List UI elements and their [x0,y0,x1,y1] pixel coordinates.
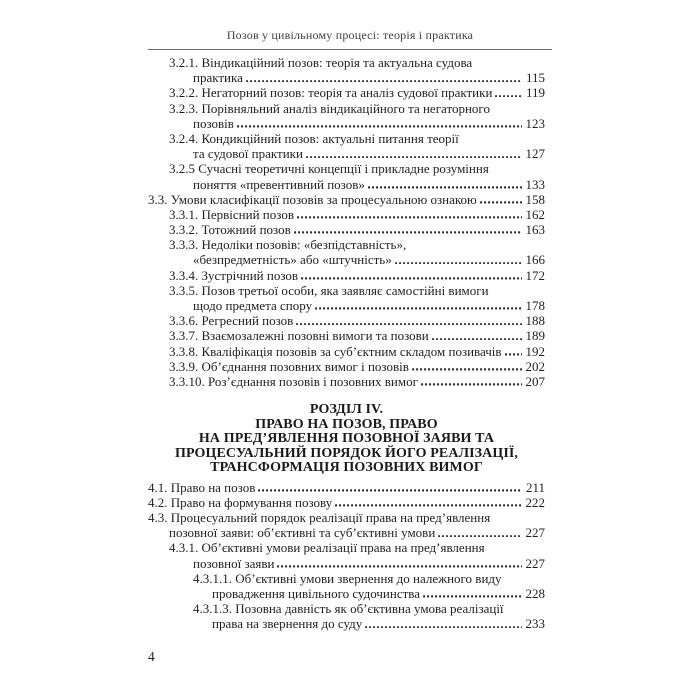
dot-leader [368,186,522,189]
running-header: Позов у цивільному процесі: теорія і практика [226,28,474,42]
toc-entry-text: провадження цивільного судочинства [212,585,421,601]
toc-page-number: 227 [525,525,545,541]
toc-line [148,359,545,374]
toc-line [148,313,545,328]
toc-entry-text: 3.3.4. Зустрічний позов [169,267,299,283]
toc-line [148,586,545,601]
toc-line [148,344,545,359]
toc-line [148,328,545,343]
chapter-heading [148,403,545,476]
toc-entry-text: 4.3. Процесуальний порядок реалізації права на пред’явлення [148,510,491,525]
toc-line [148,540,545,555]
dot-leader [335,504,521,507]
toc-line [148,55,545,70]
toc-entry-text: 3.3.6. Регресний позов [169,313,294,329]
dot-leader [412,368,522,371]
toc-line [148,283,545,298]
toc-line [148,177,545,192]
toc-entry-text: 3.3.7. Взаємозалежні позовні вимоги та позови [169,328,429,344]
toc-page-number: 222 [525,494,545,510]
dot-leader [505,353,522,356]
toc-line [148,146,545,161]
dot-leader [432,338,522,341]
toc-line [148,556,545,571]
toc-page-number: 127 [525,146,545,162]
chapter-heading-line: НА ПРЕД’ЯВЛЕННЯ ПОЗОВНОЇ ЗАЯВИ ТА [198,431,495,447]
toc-section-3 [148,55,545,389]
dot-leader [480,201,522,204]
toc-line [148,222,545,237]
toc-line [148,131,545,146]
toc-page-number: 162 [525,206,545,222]
toc-entry-text: поняття «превентивний позов» [193,176,365,192]
toc-entry-text: 3.2.3. Порівняльний аналіз віндикаційного та негаторного [169,100,490,116]
toc-line [148,601,545,616]
toc-line [148,495,545,510]
toc-entry-text: 3.2.2. Негаторний позов: теорія та аналіз судової практики [169,85,493,101]
toc-line [148,480,545,495]
toc-entry-text: 3.3.5. Позов третьої особи, яка заявляє самостійні вимоги [169,282,489,298]
toc-entry-text: 4.2. Право на формування позову [148,494,333,510]
toc-line [148,85,545,100]
header-rule [148,49,552,50]
toc-entry-text: позовів [193,115,234,131]
toc-page-number: 227 [525,555,545,571]
dot-leader [495,95,522,98]
dot-leader [315,307,521,310]
toc-page-number: 166 [525,252,545,268]
toc-entry-text: та судової практики [193,146,303,162]
toc-line [148,298,545,313]
toc-page-number: 133 [525,176,545,192]
dot-leader [423,595,521,598]
toc-page-number: 202 [525,358,545,374]
toc-page-number: 188 [525,313,545,329]
toc-line [148,571,545,586]
dot-leader [237,125,522,128]
toc-entry-text: 3.2.5 Сучасні теоретичні концепції і прикладне розуміння [169,161,489,177]
dot-leader [301,277,521,280]
toc-page-number: 211 [525,479,545,495]
toc-page-number: 178 [525,298,545,313]
toc-entry-text: 3.3. Умови класифікації позовів за процесуальною ознакою [148,191,477,207]
dot-leader [395,262,522,265]
chapter-heading-line: ПРОЦЕСУАЛЬНИЙ ПОРЯДОК ЙОГО РЕАЛІЗАЦІЇ, [174,445,519,461]
toc-entry-text: 3.3.3. Недоліки позовів: «безпідставність», [169,237,407,253]
toc-line [148,268,545,283]
toc-line [148,192,545,207]
toc-page-number: 123 [525,115,545,131]
dot-leader [421,383,522,386]
toc-line [148,374,545,389]
toc-line [148,101,545,116]
toc-entry-text: 4.3.1.1. Об’єктивні умови звернення до належного виду [193,570,502,586]
toc-entry-text: 3.2.1. Віндикаційний позов: теорія та актуальна судова [169,55,473,70]
toc-entry-text: 3.3.2. Тотожний позов [169,222,291,238]
toc-entry-text: 4.3.1. Об’єктивні умови реалізації права на пред’явлення [169,540,485,556]
toc-page-number: 228 [525,585,545,601]
toc-entry-text: 4.3.1.3. Позовна давність як об’єктивна умова реалізації [193,601,504,617]
dot-leader [306,156,522,159]
chapter-heading-line: ПРАВО НА ПОЗОВ, ПРАВО [255,416,438,432]
toc-page-number: 189 [525,328,545,344]
chapter-heading-line: ТРАНСФОРМАЦІЯ ПОЗОВНИХ ВИМОГ [210,460,483,476]
page-content [148,28,552,632]
toc-entry-text: 3.3.8. Кваліфікація позовів за суб’єктним складом позивачів [169,343,502,359]
toc-page-number: 192 [525,343,545,359]
toc-page-number: 233 [525,616,545,632]
page-number: 4 [148,649,155,664]
toc-entry-text: 3.3.1. Первісний позов [169,206,294,222]
toc-entry-text: 3.3.9. Об’єднання позовних вимог і позовів [169,358,409,374]
toc-section-4 [148,480,545,632]
toc-entry-text: щодо предмета спору [193,298,313,313]
dot-leader [258,489,522,492]
toc-entry-text: «безпредметність» або «штучність» [193,252,392,268]
table-of-contents [148,55,552,632]
toc-entry-text: практика [193,70,243,86]
toc-line [148,510,545,525]
dot-leader [438,535,521,538]
toc-page-number: 163 [525,222,545,238]
dot-leader [246,80,522,83]
toc-entry-text: позовної заяви: об’єктивні та суб’єктивні умови [169,525,436,541]
dot-leader [294,231,522,234]
toc-entry-text: 3.2.4. Кондикційний позов: актуальні питання теорії [169,130,459,146]
toc-page-number: 158 [525,191,545,207]
toc-page-number: 172 [525,267,545,283]
toc-line [148,70,545,85]
chapter-heading-line: РОЗДІЛ IV. [309,402,384,418]
toc-line [148,252,545,267]
dot-leader [296,323,521,326]
toc-line [148,161,545,176]
toc-line [148,237,545,252]
toc-page-number: 119 [525,85,545,101]
toc-page-number: 115 [525,70,545,86]
toc-page-number: 207 [525,373,545,389]
toc-line [148,116,545,131]
toc-entry-text: 4.1. Право на позов [148,479,256,495]
toc-line [148,207,545,222]
toc-entry-text: права на звернення до суду [212,616,363,632]
toc-entry-text: 3.3.10. Роз’єднання позовів і позовних вимог [169,373,418,389]
toc-line [148,616,545,631]
toc-entry-text: позовної заяви [193,555,275,571]
dot-leader [297,216,522,219]
toc-line [148,525,545,540]
dot-leader [277,565,521,568]
dot-leader [365,626,521,629]
